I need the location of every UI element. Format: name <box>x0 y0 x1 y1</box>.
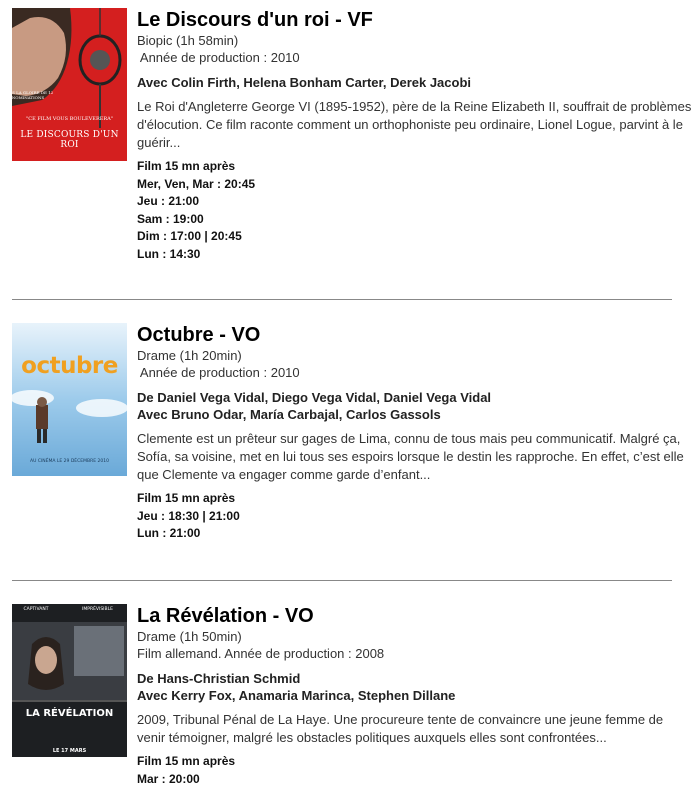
film-production-year: Film allemand. Année de production : 2008 <box>137 646 385 661</box>
film-schedule <box>137 158 692 263</box>
poster-tag-right: IMPRÉVISIBLE <box>82 607 113 612</box>
film-info <box>137 604 692 788</box>
poster-title: LA RÉVÉLATION <box>25 708 114 719</box>
poster-tag-left: CAPTIVANT <box>23 607 49 612</box>
film-cast: Avec Colin Firth, Helena Bonham Carter, Derek Jacobi <box>137 75 472 90</box>
film-description: 2009, Tribunal Pénal de La Haye. Une procureure tente de convaincre une jeune femme de venir témoigner, malgré les obstacles politiques auxquels elles sont confrontées... <box>137 712 664 745</box>
film-description: Clemente est un prêteur sur gages de Lima, connu de tous mais peu communicatif. Malgré ça, Sofía, sa voisine, met en lui tous ses espoirs lorsque le destin les rapproche. En effet, c’est elle que Clemente va engager comme garde d’enfant... <box>137 431 684 482</box>
schedule-line: Jeu : 21:00 <box>137 194 200 208</box>
film-genre: Drame (1h 50min) <box>137 629 242 644</box>
poster-date: AU CINÉMA LE 29 DÉCEMBRE 2010 <box>30 459 109 464</box>
schedule-line: Dim : 17:00 | 20:45 <box>137 229 242 243</box>
film-title[interactable]: Octubre - VO <box>137 324 261 346</box>
film-description: Le Roi d'Angleterre George VI (1895-1952), père de la Reine Elizabeth II, souffrait de problèmes d'élocution. Ce film raconte comment un orthophoniste peu ordinaire, Lionel Logue, parvint à le guérir... <box>137 99 692 150</box>
film-genre: Biopic (1h 58min) <box>137 33 239 48</box>
film-production-year: Année de production : 2010 <box>137 50 300 65</box>
film-schedule <box>137 490 692 543</box>
movie-poster[interactable] <box>12 323 127 476</box>
schedule-line: Jeu : 18:30 | 21:00 <box>137 508 240 523</box>
poster-quote: "CE FILM VOUS BOULEVERERA" <box>25 116 114 122</box>
schedule-line: Mer, Ven, Mar : 20:45 <box>137 176 256 191</box>
schedule-line: Film 15 mn après <box>137 491 236 505</box>
film-info <box>137 8 692 263</box>
schedule-line: Lun : 14:30 <box>137 246 201 261</box>
film-directors: De Hans-Christian Schmid <box>137 671 301 686</box>
poster-caption: SOUS LA GLOIRE DE 12 NOMINATIONS <box>2 90 54 100</box>
film-cast: Avec Bruno Odar, María Carbajal, Carlos Gassols <box>137 407 441 422</box>
schedule-line: Film 15 mn après <box>137 754 236 768</box>
schedule-line: Film 15 mn après <box>137 159 236 173</box>
poster-art <box>12 323 127 476</box>
film-info <box>137 323 692 543</box>
movie-poster[interactable] <box>2 8 127 161</box>
schedule-line: Sam : 19:00 <box>137 211 204 226</box>
film-genre: Drame (1h 20min) <box>137 348 242 363</box>
separator <box>12 580 672 581</box>
film-cast: Avec Kerry Fox, Anamaria Marinca, Stephen Dillane <box>137 688 456 703</box>
separator <box>12 299 672 300</box>
poster-art <box>12 604 127 757</box>
film-schedule <box>137 753 692 788</box>
poster-date: LE 17 MARS <box>52 748 87 754</box>
poster-title: LE DISCOURS D'UN ROI <box>20 130 119 150</box>
schedule-line: Lun : 21:00 <box>137 526 201 540</box>
poster-title: octubre <box>21 353 118 379</box>
film-production-year: Année de production : 2010 <box>137 365 300 380</box>
film-title[interactable]: Le Discours d'un roi - VF <box>137 9 373 31</box>
movie-poster[interactable] <box>12 604 127 757</box>
film-title[interactable]: La Révélation - VO <box>137 605 314 627</box>
film-directors: De Daniel Vega Vidal, Diego Vega Vidal, Daniel Vega Vidal <box>137 390 492 405</box>
schedule-line: Mar : 20:00 <box>137 771 200 786</box>
